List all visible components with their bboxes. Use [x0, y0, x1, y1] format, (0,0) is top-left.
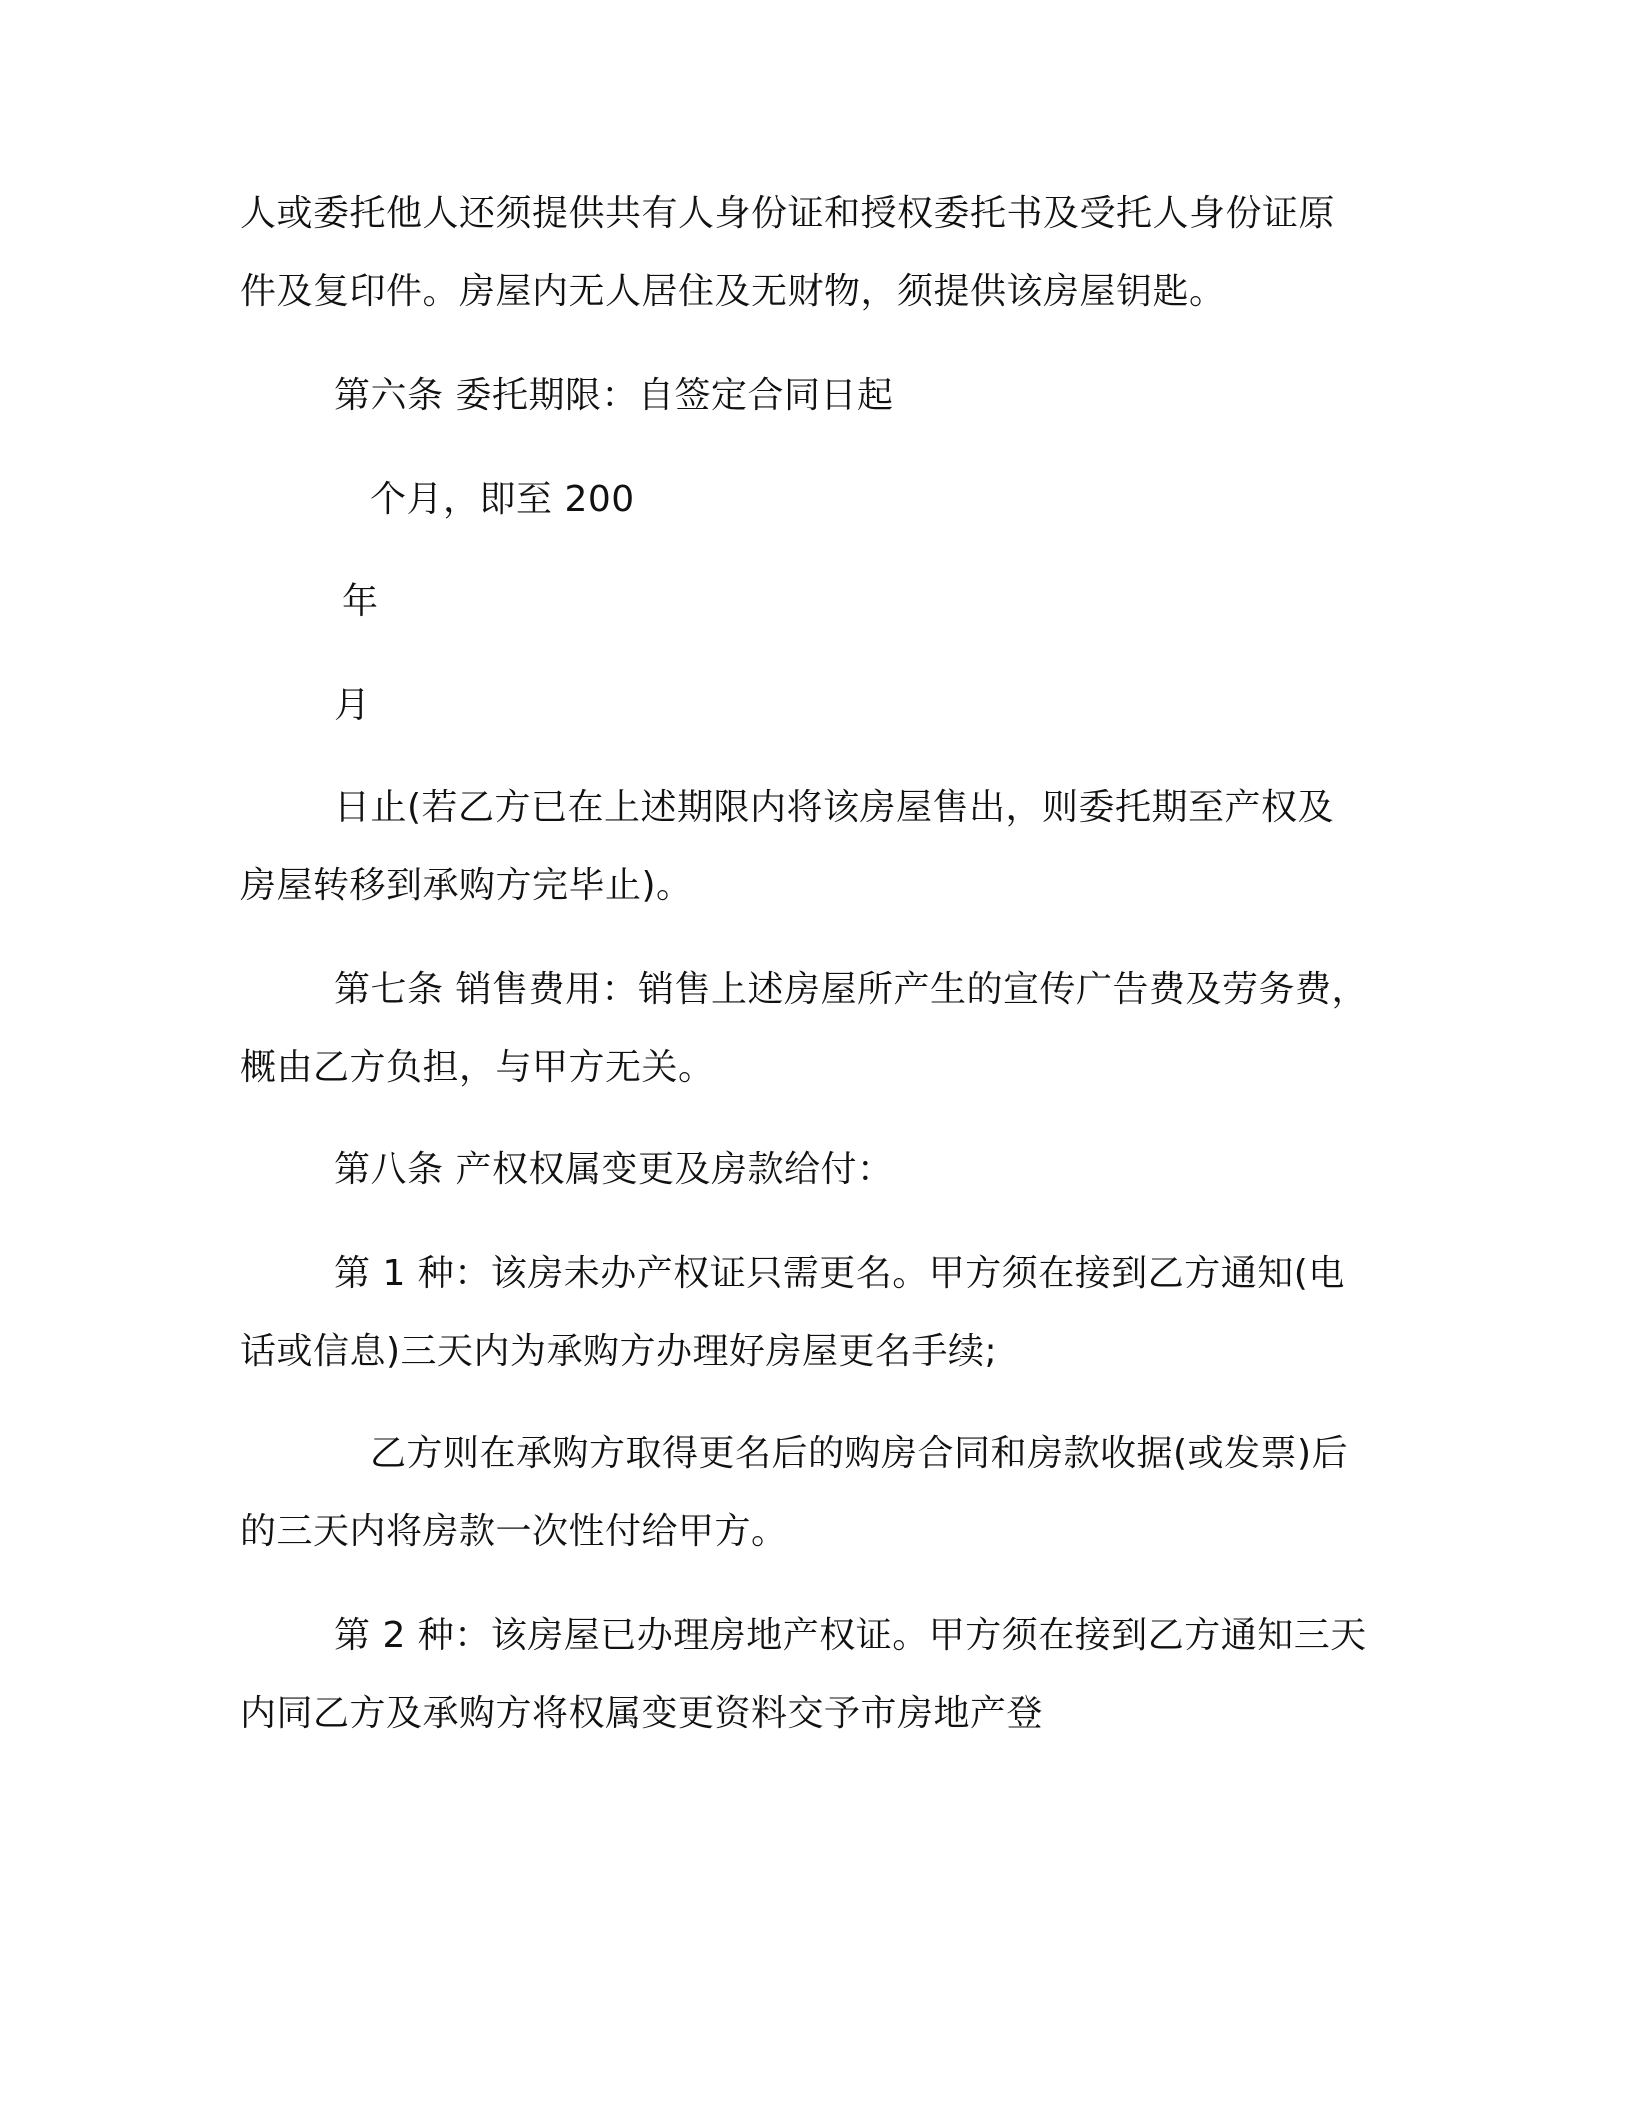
text-line: 件及复印件。房屋内无人居住及无财物，须提供该房屋钥匙。: [240, 271, 1226, 312]
text-line: 话或信息)三天内为承购方办理好房屋更名手续;: [240, 1331, 998, 1372]
option-2-text: 第 2 种：该房屋已办理房地产权证。甲方须在接到乙方通知三天: [334, 1615, 1367, 1656]
article-8-heading: 第八条 产权权属变更及房款给付：: [334, 1149, 894, 1190]
text-line: 房屋转移到承购方完毕止)。: [240, 865, 693, 906]
text-line: 的三天内将房款一次性付给甲方。: [240, 1511, 788, 1552]
text-line: 概由乙方负担，与甲方无关。: [240, 1047, 715, 1088]
text-line: 年: [342, 581, 379, 622]
article-6-heading: 第六条 委托期限：自签定合同日起: [334, 375, 894, 416]
article-7-heading: 第七条 销售费用：销售上述房屋所产生的宣传广告费及劳务费，: [334, 969, 1368, 1010]
text-line: 内同乙方及承购方将权属变更资料交予市房地产登: [240, 1693, 1044, 1734]
text-line: 乙方则在承购方取得更名后的购房合同和房款收据(或发票)后: [370, 1433, 1349, 1474]
option-1-text: 第 1 种：该房未办产权证只需更名。甲方须在接到乙方通知(电: [334, 1253, 1345, 1294]
text-line: 日止(若乙方已在上述期限内将该房屋售出，则委托期至产权及: [334, 787, 1335, 828]
text-line: 人或委托他人还须提供共有人身份证和授权委托书及受托人身份证原: [240, 193, 1336, 234]
text-line: 月: [334, 685, 371, 726]
text-line: 个月，即至 200: [370, 479, 635, 520]
